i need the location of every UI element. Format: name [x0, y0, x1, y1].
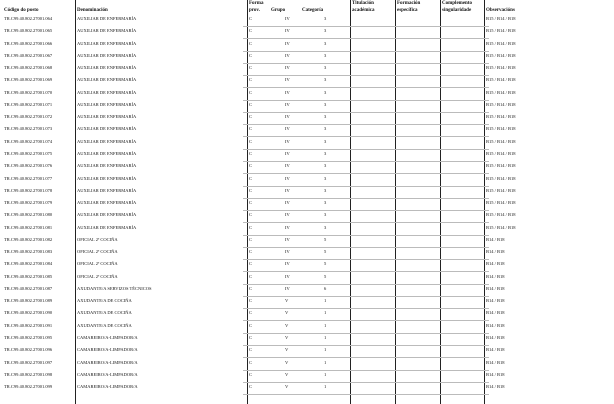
cell-categoria: 3: [324, 175, 327, 181]
cell-observacions: B14 / B18: [486, 273, 505, 279]
cell-forma-prov: C: [249, 359, 253, 365]
cell-code: TR.C99.40.802.27001.097: [4, 359, 53, 365]
header-complemento-line1: Complemento: [442, 1, 472, 6]
cell-code: TR.C99.40.802.27001.090: [4, 310, 53, 316]
table-row: [0, 112, 614, 124]
cell-denominacion: AUXILIAR DE ENFERMARÍA: [77, 126, 137, 132]
cell-code: TR.C99.40.802.27001.066: [4, 40, 53, 46]
cell-forma-prov: C: [249, 89, 253, 95]
cell-categoria: 3: [324, 16, 327, 21]
cell-code: TR.C99.40.802.27001.075: [4, 150, 53, 156]
cell-grupo: IV: [285, 200, 290, 206]
cell-observacions: B15 / B14 / B18: [486, 212, 516, 218]
cell-denominacion: AUXILIAR DE ENFERMARÍA: [77, 138, 137, 144]
cell-code: TR.C99.40.802.27001.099: [4, 384, 53, 390]
cell-grupo: IV: [285, 16, 290, 21]
cell-denominacion: AUXILIAR DE ENFERMARÍA: [77, 65, 137, 71]
cell-denominacion: AUXILIAR DE ENFERMARÍA: [77, 175, 137, 181]
cell-code: TR.C99.40.802.27001.083: [4, 249, 53, 255]
cell-categoria: 3: [324, 28, 327, 34]
header-titulacion-line1: Titulación: [352, 1, 374, 6]
table-row: [0, 149, 614, 161]
cell-grupo: IV: [285, 163, 290, 169]
cell-grupo: V: [285, 359, 289, 365]
table-row: [0, 333, 614, 345]
cell-forma-prov: C: [249, 298, 253, 304]
cell-observacions: B15 / B14 / B18: [486, 77, 516, 83]
cell-observacions: B15 / B14 / B18: [486, 65, 516, 71]
cell-categoria: 3: [324, 224, 327, 230]
cell-code: TR.C99.40.802.27001.098: [4, 371, 53, 377]
cell-categoria: 3: [324, 89, 327, 95]
cell-code: TR.C99.40.802.27001.077: [4, 175, 53, 181]
cell-denominacion: AUXILIAR DE ENFERMARÍA: [77, 28, 137, 34]
cell-code: TR.C99.40.802.27001.091: [4, 322, 53, 328]
cell-categoria: 3: [324, 212, 327, 218]
cell-code: TR.C99.40.802.27001.073: [4, 126, 53, 132]
cell-code: TR.C99.40.802.27001.079: [4, 200, 53, 206]
cell-grupo: IV: [285, 101, 290, 107]
cell-code: TR.C99.40.802.27001.065: [4, 28, 53, 34]
cell-grupo: IV: [285, 138, 290, 144]
cell-grupo: V: [285, 310, 289, 316]
table-row: [0, 235, 614, 247]
table-row: [0, 223, 614, 235]
table-row: [0, 14, 614, 26]
cell-grupo: IV: [285, 261, 290, 267]
cell-code: TR.C99.40.802.27001.089: [4, 298, 53, 304]
cell-forma-prov: C: [249, 261, 253, 267]
cell-grupo: IV: [285, 126, 290, 132]
cell-observacions: B15 / B14 / B18: [486, 187, 516, 193]
cell-code: TR.C99.40.802.27001.087: [4, 285, 53, 291]
cell-grupo: IV: [285, 175, 290, 181]
cell-observacions: B14 / B18: [486, 335, 505, 341]
table-row: [0, 358, 614, 370]
cell-grupo: IV: [285, 65, 290, 71]
cell-forma-prov: C: [249, 310, 253, 316]
cell-code: TR.C99.40.802.27001.067: [4, 52, 53, 58]
header-forma-line1: Forma: [249, 1, 264, 6]
cell-categoria: 5: [324, 261, 327, 267]
cell-code: TR.C99.40.802.27001.068: [4, 65, 53, 71]
cell-observacions: B15 / B14 / B18: [486, 163, 516, 169]
cell-observacions: B14 / B18: [486, 322, 505, 328]
cell-observacions: B14 / B18: [486, 310, 505, 316]
cell-forma-prov: C: [249, 224, 253, 230]
cell-forma-prov: C: [249, 236, 253, 242]
cell-grupo: V: [285, 347, 289, 353]
table-row: [0, 161, 614, 173]
cell-observacions: B14 / B18: [486, 359, 505, 365]
cell-categoria: 5: [324, 273, 327, 279]
table-row: [0, 63, 614, 75]
cell-denominacion: CAMAREIRO/A-LIMPADOR/A: [77, 335, 138, 341]
cell-denominacion: CAMAREIRO/A-LIMPADOR/A: [77, 371, 138, 377]
header-denominacion: Denominación: [77, 8, 108, 13]
cell-observacions: B15 / B14 / B18: [486, 114, 516, 120]
cell-observacions: B15 / B14 / B18: [486, 16, 516, 21]
cell-forma-prov: C: [249, 28, 253, 34]
table-row: [0, 39, 614, 51]
cell-code: TR.C99.40.802.27001.078: [4, 187, 53, 193]
table-row: [0, 259, 614, 271]
cell-grupo: IV: [285, 89, 290, 95]
header-forma-line2: prov.: [249, 8, 260, 13]
cell-forma-prov: C: [249, 77, 253, 83]
cell-denominacion: CAMAREIRO/A-LIMPADOR/A: [77, 347, 138, 353]
cell-grupo: V: [285, 322, 289, 328]
cell-grupo: IV: [285, 187, 290, 193]
cell-code: TR.C99.40.802.27001.082: [4, 236, 53, 242]
cell-observacions: B15 / B14 / B18: [486, 89, 516, 95]
table-row: [0, 26, 614, 38]
header-formacion-line2: específica: [397, 8, 418, 13]
cell-observacions: B14 / B18: [486, 261, 505, 267]
cell-grupo: V: [285, 298, 289, 304]
cell-grupo: IV: [285, 28, 290, 34]
cell-observacions: B15 / B14 / B18: [486, 40, 516, 46]
cell-grupo: IV: [285, 77, 290, 83]
table-row: [0, 308, 614, 320]
cell-denominacion: OFICIAL 2ª COCIÑA: [77, 273, 118, 279]
header-complemento-line2: singularidade: [442, 8, 472, 13]
cell-observacions: B15 / B14 / B18: [486, 28, 516, 34]
table-header: [0, 0, 614, 14]
cell-categoria: 1: [324, 310, 327, 316]
cell-observacions: B15 / B14 / B18: [486, 224, 516, 230]
header-categoria: Categoría: [302, 8, 324, 13]
cell-categoria: 1: [324, 347, 327, 353]
cell-categoria: 1: [324, 322, 327, 328]
cell-code: TR.C99.40.802.27001.095: [4, 335, 53, 341]
cell-categoria: 1: [324, 371, 327, 377]
row-divider: [243, 394, 489, 395]
cell-denominacion: CAMAREIRO/A-LIMPADOR/A: [77, 359, 138, 365]
table-row: [0, 186, 614, 198]
cell-grupo: V: [285, 335, 289, 341]
cell-grupo: IV: [285, 40, 290, 46]
table-row: [0, 88, 614, 100]
cell-grupo: V: [285, 371, 289, 377]
cell-observacions: B14 / B18: [486, 285, 505, 291]
cell-denominacion: AUXILIAR DE ENFERMARÍA: [77, 52, 137, 58]
cell-grupo: IV: [285, 52, 290, 58]
cell-grupo: V: [285, 384, 289, 390]
cell-categoria: 3: [324, 52, 327, 58]
cell-categoria: 3: [324, 77, 327, 83]
cell-observacions: B14 / B18: [486, 347, 505, 353]
cell-observacions: B14 / B18: [486, 371, 505, 377]
table-row: [0, 247, 614, 259]
cell-observacions: B14 / B18: [486, 298, 505, 304]
cell-forma-prov: C: [249, 335, 253, 341]
cell-categoria: 3: [324, 40, 327, 46]
cell-forma-prov: C: [249, 126, 253, 132]
cell-categoria: 3: [324, 163, 327, 169]
table-row: [0, 124, 614, 136]
cell-categoria: 5: [324, 236, 327, 242]
cell-code: TR.C99.40.802.27001.069: [4, 77, 53, 83]
cell-forma-prov: C: [249, 212, 253, 218]
cell-forma-prov: C: [249, 52, 253, 58]
cell-denominacion: AXUDANTE/A DE COCIÑA: [77, 310, 132, 316]
cell-forma-prov: C: [249, 187, 253, 193]
cell-code: TR.C99.40.802.27001.076: [4, 163, 53, 169]
cell-grupo: IV: [285, 224, 290, 230]
cell-forma-prov: C: [249, 347, 253, 353]
cell-grupo: IV: [285, 249, 290, 255]
cell-code: TR.C99.40.802.27001.071: [4, 101, 53, 107]
cell-observacions: B15 / B14 / B18: [486, 138, 516, 144]
cell-code: TR.C99.40.802.27001.096: [4, 347, 53, 353]
table-row: [0, 210, 614, 222]
cell-observacions: B15 / B14 / B18: [486, 175, 516, 181]
cell-categoria: 3: [324, 126, 327, 132]
table-row: [0, 137, 614, 149]
cell-categoria: 3: [324, 65, 327, 71]
table-row: [0, 370, 614, 382]
cell-denominacion: AUXILIAR DE ENFERMARÍA: [77, 187, 137, 193]
table-row: [0, 345, 614, 357]
cell-code: TR.C99.40.802.27001.085: [4, 273, 53, 279]
table-row: [0, 174, 614, 186]
cell-denominacion: AXUDANTE/A SERVIZOS TÉCNICOS: [77, 285, 152, 291]
cell-denominacion: AUXILIAR DE ENFERMARÍA: [77, 77, 137, 83]
cell-forma-prov: C: [249, 285, 253, 291]
cell-forma-prov: C: [249, 150, 253, 156]
cell-observacions: B14 / B18: [486, 236, 505, 242]
cell-categoria: 1: [324, 298, 327, 304]
cell-categoria: 3: [324, 200, 327, 206]
cell-code: TR.C99.40.802.27001.080: [4, 212, 53, 218]
cell-grupo: IV: [285, 150, 290, 156]
cell-denominacion: AUXILIAR DE ENFERMARÍA: [77, 114, 137, 120]
table-row: [0, 75, 614, 87]
cell-categoria: 3: [324, 114, 327, 120]
cell-denominacion: AXUDANTE/A DE COCIÑA: [77, 322, 132, 328]
cell-categoria: 3: [324, 101, 327, 107]
cell-denominacion: OFICIAL 2ª COCIÑA: [77, 236, 118, 242]
cell-denominacion: AUXILIAR DE ENFERMARÍA: [77, 150, 137, 156]
cell-forma-prov: C: [249, 101, 253, 107]
cell-observacions: B14 / B18: [486, 249, 505, 255]
cell-forma-prov: C: [249, 40, 253, 46]
cell-denominacion: AUXILIAR DE ENFERMARÍA: [77, 163, 137, 169]
header-code: Código do posto: [4, 8, 39, 13]
table-row: [0, 321, 614, 333]
header-titulacion-line2: académica: [352, 8, 375, 13]
cell-observacions: B14 / B18: [486, 384, 505, 390]
cell-categoria: 3: [324, 150, 327, 156]
cell-forma-prov: C: [249, 384, 253, 390]
cell-forma-prov: C: [249, 163, 253, 169]
cell-denominacion: AUXILIAR DE ENFERMARÍA: [77, 200, 137, 206]
cell-observacions: B15 / B14 / B18: [486, 126, 516, 132]
table-row: [0, 272, 614, 284]
cell-denominacion: AUXILIAR DE ENFERMARÍA: [77, 224, 137, 230]
cell-grupo: IV: [285, 236, 290, 242]
table-row: [0, 296, 614, 308]
table-row: [0, 284, 614, 296]
cell-forma-prov: C: [249, 114, 253, 120]
cell-forma-prov: C: [249, 273, 253, 279]
cell-grupo: IV: [285, 114, 290, 120]
table-row: [0, 198, 614, 210]
header-grupo: Grupo: [271, 8, 286, 13]
cell-code: TR.C99.40.802.27001.064: [4, 16, 53, 21]
cell-denominacion: AUXILIAR DE ENFERMARÍA: [77, 16, 137, 21]
cell-forma-prov: C: [249, 371, 253, 377]
cell-denominacion: AXUDANTE/A DE COCIÑA: [77, 298, 132, 304]
cell-grupo: IV: [285, 285, 290, 291]
cell-forma-prov: C: [249, 200, 253, 206]
cell-forma-prov: C: [249, 175, 253, 181]
cell-denominacion: AUXILIAR DE ENFERMARÍA: [77, 40, 137, 46]
cell-forma-prov: C: [249, 249, 253, 255]
cell-categoria: 3: [324, 187, 327, 193]
cell-grupo: IV: [285, 212, 290, 218]
cell-forma-prov: C: [249, 16, 253, 21]
cell-denominacion: AUXILIAR DE ENFERMARÍA: [77, 89, 137, 95]
cell-observacions: B15 / B14 / B18: [486, 52, 516, 58]
cell-categoria: 1: [324, 335, 327, 341]
cell-forma-prov: C: [249, 65, 253, 71]
cell-categoria: 1: [324, 384, 327, 390]
cell-forma-prov: C: [249, 322, 253, 328]
cell-denominacion: AUXILIAR DE ENFERMARÍA: [77, 101, 137, 107]
cell-categoria: 1: [324, 359, 327, 365]
cell-observacions: B15 / B14 / B18: [486, 150, 516, 156]
table-row: [0, 51, 614, 63]
header-observacions: Observacións: [486, 8, 515, 13]
header-formacion-line1: Formación: [397, 1, 421, 6]
cell-categoria: 5: [324, 249, 327, 255]
table-row: [0, 382, 614, 394]
cell-code: TR.C99.40.802.27001.081: [4, 224, 53, 230]
cell-denominacion: CAMAREIRO/A-LIMPADOR/A: [77, 384, 138, 390]
cell-denominacion: OFICIAL 2ª COCIÑA: [77, 249, 118, 255]
cell-code: TR.C99.40.802.27001.074: [4, 138, 53, 144]
cell-grupo: IV: [285, 273, 290, 279]
cell-forma-prov: C: [249, 138, 253, 144]
cell-categoria: 3: [324, 138, 327, 144]
cell-denominacion: OFICIAL 2ª COCIÑA: [77, 261, 118, 267]
cell-observacions: B15 / B14 / B18: [486, 101, 516, 107]
cell-denominacion: AUXILIAR DE ENFERMARÍA: [77, 212, 137, 218]
cell-code: TR.C99.40.802.27001.084: [4, 261, 53, 267]
cell-categoria: 6: [324, 285, 327, 291]
cell-code: TR.C99.40.802.27001.070: [4, 89, 53, 95]
cell-code: TR.C99.40.802.27001.072: [4, 114, 53, 120]
cell-observacions: B15 / B14 / B18: [486, 200, 516, 206]
table-row: [0, 100, 614, 112]
